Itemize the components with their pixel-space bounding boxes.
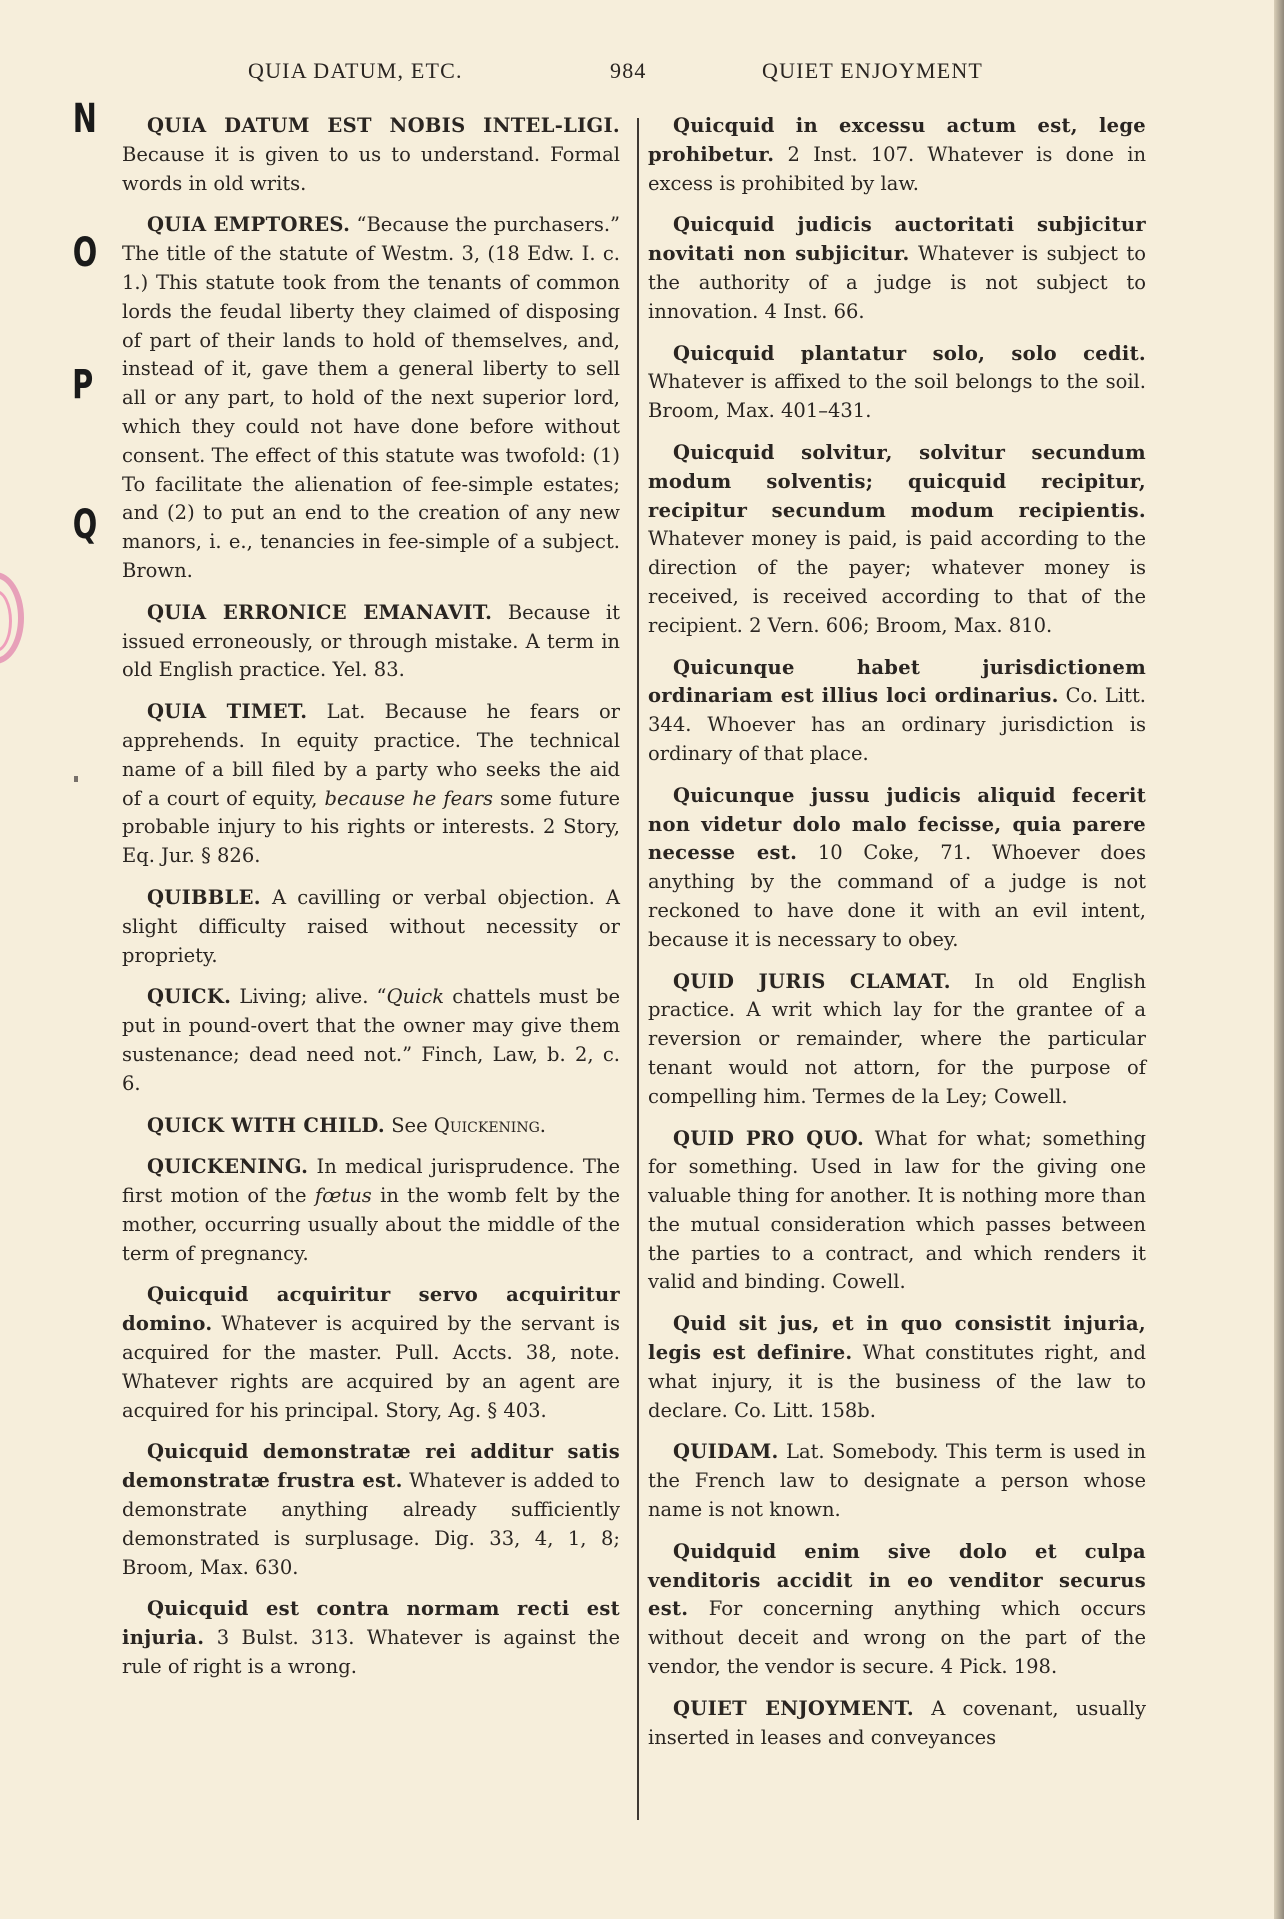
column-divider	[637, 118, 639, 1820]
entry-quicquid-demonstratae	[122, 1438, 620, 1582]
entry-definition-rest: some future probable injury to his rights or interests. 2 Story, Eq. Jur. § 826.	[122, 786, 620, 868]
entry-definition: Because it issued erroneously, or through mistake. A term in old English practice. Yel. 83.	[122, 600, 620, 682]
entry-quicquid-acquiritur	[122, 1281, 620, 1425]
page-edge	[1274, 0, 1284, 1919]
entry-term: QUIET ENJOYMENT.	[673, 1696, 914, 1720]
entry-term: QUIA DATUM EST NOBIS INTEL-LIGI.	[147, 114, 620, 137]
entry-quid-sit-jus	[648, 1310, 1146, 1425]
entry-definition: Whatever is subject to the authority of a judge is not subject to innovation. 4 Inst. 66.	[648, 242, 1146, 323]
entry-definition: “Because the purchasers.” The title of the statute of Westm. 3, (18 Edw. I. c. 1.) This statute took from the tenants of common lords the feudal liberty they claimed of disposing of part of their lands to hold of themselves, and, instead of it, gave them a general liberty to sell all or any part, to hold of the next superior lord, which they could not have done before without consent. The effect of this statute was twofold: (1) To facilitate the alienation of fee-simple estates; and (2) to put an end to the creation of any new manors, i. e., tenancies in fee-simple of a subject. Brown.	[122, 213, 620, 582]
entry-definition: Whatever money is paid, is paid according to the direction of the payer; whatever money is received, is received according to that of the recipient. 2 Vern. 606; Broom, Max. 810.	[648, 527, 1146, 637]
entry-definition: What constitutes right, and what injury, it is the business of the law to declare. Co. Litt. 158b.	[648, 1341, 1146, 1422]
entry-quid-juris-clamat	[648, 968, 1146, 1112]
entry-term: Quicquid acquiritur servo acquiritur domino.	[122, 1283, 620, 1336]
cross-reference: Quickening	[433, 1113, 540, 1137]
entry-definition: Living; alive. “	[231, 985, 387, 1009]
thumb-index-letter-n: N	[72, 96, 97, 142]
entry-definition: 10 Coke, 71. Whoever does anything by the command of a judge is not reckoned to have done it with an evil intent, because it is necessary to obey.	[648, 841, 1147, 951]
running-header	[118, 58, 1158, 88]
entry-definition: Whatever is affixed to the soil belongs to the soil. Broom, Max. 401–431.	[648, 370, 1146, 423]
entry-quicquid-judicis	[648, 211, 1146, 326]
entry-italic-phrase: because he fears	[324, 786, 494, 810]
entry-quia-timet	[122, 698, 620, 871]
entry-definition: In old English practice. A writ which lay for the grantee of a reversion or remainder, where the particular tenant would not attorn, for the purpose of compelling him. Termes de la Ley; Cowell.	[648, 969, 1146, 1108]
entry-term: Quicquid solvitur, solvitur secundum modum solventis; quicquid recipitur, recipitur secundum modum recipientis.	[648, 440, 1146, 522]
entry-term: Quicquid in excessu actum est, lege prohibetur.	[648, 114, 1146, 166]
page-number: 984	[610, 58, 647, 83]
entry-definition: What for what; something for something. Used in law for the giving one valuable thing for another. It is nothing more than the mutual consideration which passes between the parties to a contract, and which renders it valid and binding. Cowell.	[648, 1126, 1146, 1294]
entry-italic-phrase: Quick	[386, 985, 445, 1009]
entry-quicquid-est-contra	[122, 1595, 620, 1681]
thumb-index-letter-o: O	[72, 230, 98, 276]
header-right-guide-word: QUIET ENJOYMENT	[762, 58, 984, 83]
ink-speck	[74, 776, 78, 782]
entry-term: Quicunque jussu judicis aliquid fecerit non videtur dolo malo fecisse, quia parere necesse est.	[648, 783, 1146, 865]
entry-term: QUICKENING.	[147, 1155, 309, 1179]
entry-definition: In medical jurisprudence. The first motion of the	[122, 1155, 620, 1208]
entry-definition: See	[385, 1113, 434, 1137]
entry-quidquid-enim	[648, 1538, 1146, 1682]
entry-term: QUIBBLE.	[147, 885, 261, 909]
entry-quia-datum	[122, 112, 620, 198]
entry-definition: Lat. Somebody. This term is used in the French law to designate a person whose name is not known.	[648, 1440, 1146, 1522]
left-column	[122, 112, 620, 1695]
entry-definition-rest: chattels must be put in pound-overt that the owner may give them sustenance; dead need not.” Finch, Law, b. 2, c. 6.	[122, 985, 620, 1095]
entry-quiet-enjoyment	[648, 1695, 1146, 1753]
entry-term: QUICK WITH CHILD.	[147, 1113, 385, 1137]
entry-term: Quicquid demonstratæ rei additur satis demonstratæ frustra est.	[122, 1440, 620, 1493]
entry-term: Quicquid est contra normam recti est injuria.	[122, 1597, 620, 1650]
entry-quibble	[122, 884, 620, 970]
library-stamp-mark	[0, 572, 24, 664]
header-left-guide-word: QUIA DATUM, ETC.	[248, 58, 463, 83]
entry-definition: A cavilling or verbal objection. A slight difficulty raised without necessity or propriety.	[122, 885, 620, 967]
entry-term: Quicquid plantatur solo, solo cedit.	[673, 341, 1146, 365]
entry-term: QUIA TIMET.	[147, 700, 308, 724]
entry-definition-rest: in the womb felt by the mother, occurring usually about the middle of the term of pregnancy.	[122, 1184, 620, 1265]
entry-term: Quicunque habet jurisdictionem ordinariam est illius loci ordinarius.	[648, 655, 1146, 708]
entry-definition: 2 Inst. 107. Whatever is done in excess is prohibited by law.	[648, 142, 1146, 195]
entry-definition: Co. Litt. 344. Whoever has an ordinary jurisdiction is ordinary of that place.	[648, 684, 1146, 765]
entry-term: QUIA EMPTORES.	[147, 213, 351, 237]
entry-quicquid-solvitur	[648, 439, 1146, 641]
entry-quia-emptores	[122, 211, 620, 585]
thumb-index-letter-p: P	[72, 362, 94, 408]
entry-term: Quidquid enim sive dolo et culpa venditoris accidit in eo venditor securus est.	[648, 1539, 1146, 1621]
entry-term: QUIA ERRONICE EMANAVIT.	[147, 600, 493, 624]
entry-definition: Lat. Because he fears or apprehends. In equity practice. The technical name of a bill filed by a party who seeks the aid of a court of equity,	[122, 700, 621, 810]
entry-quicunque-jussu	[648, 782, 1146, 955]
entry-italic-phrase: fœtus	[314, 1184, 372, 1208]
entry-quickening	[122, 1153, 620, 1268]
entry-quid-pro-quo	[648, 1125, 1146, 1298]
entry-term: QUID JURIS CLAMAT.	[673, 969, 951, 993]
entry-definition: A covenant, usually inserted in leases and conveyances	[648, 1696, 1146, 1749]
entry-quicquid-plantatur	[648, 340, 1146, 426]
entry-quidam	[648, 1438, 1146, 1524]
entry-definition: Whatever is acquired by the servant is acquired for the master. Pull. Accts. 38, note. Whatever rights are acquired by an agent are acquired for his principal. Story, Ag. § 403.	[122, 1312, 620, 1422]
entry-quick	[122, 983, 620, 1098]
entry-quia-erronice	[122, 599, 620, 685]
entry-term: Quid sit jus, et in quo consistit injuria, legis est definire.	[648, 1312, 1146, 1365]
entry-definition-rest: .	[539, 1113, 546, 1137]
entry-term: QUICK.	[147, 985, 232, 1009]
entry-term: Quicquid judicis auctoritati subjicitur novitati non subjicitur.	[648, 213, 1146, 266]
entry-definition: 3 Bulst. 313. Whatever is against the rule of right is a wrong.	[122, 1626, 620, 1679]
entry-definition: Because it is given to us to understand. Formal words in old writs.	[122, 142, 620, 195]
entry-quick-with-child	[122, 1112, 620, 1141]
entry-term: QUIDAM.	[673, 1440, 779, 1464]
entry-quicquid-in-excessu	[648, 112, 1146, 198]
entry-quicunque-habet	[648, 654, 1146, 769]
entry-definition: For concerning anything which occurs without deceit and wrong on the part of the vendor, the vendor is secure. 4 Pick. 198.	[648, 1597, 1146, 1679]
thumb-index-letter-q: Q	[72, 502, 98, 548]
entry-definition: Whatever is added to demonstrate anything already sufficiently demonstrated is surplusage. Dig. 33, 4, 1, 8; Broom, Max. 630.	[122, 1469, 621, 1579]
right-column	[648, 112, 1146, 1765]
entry-term: QUID PRO QUO.	[673, 1126, 865, 1150]
